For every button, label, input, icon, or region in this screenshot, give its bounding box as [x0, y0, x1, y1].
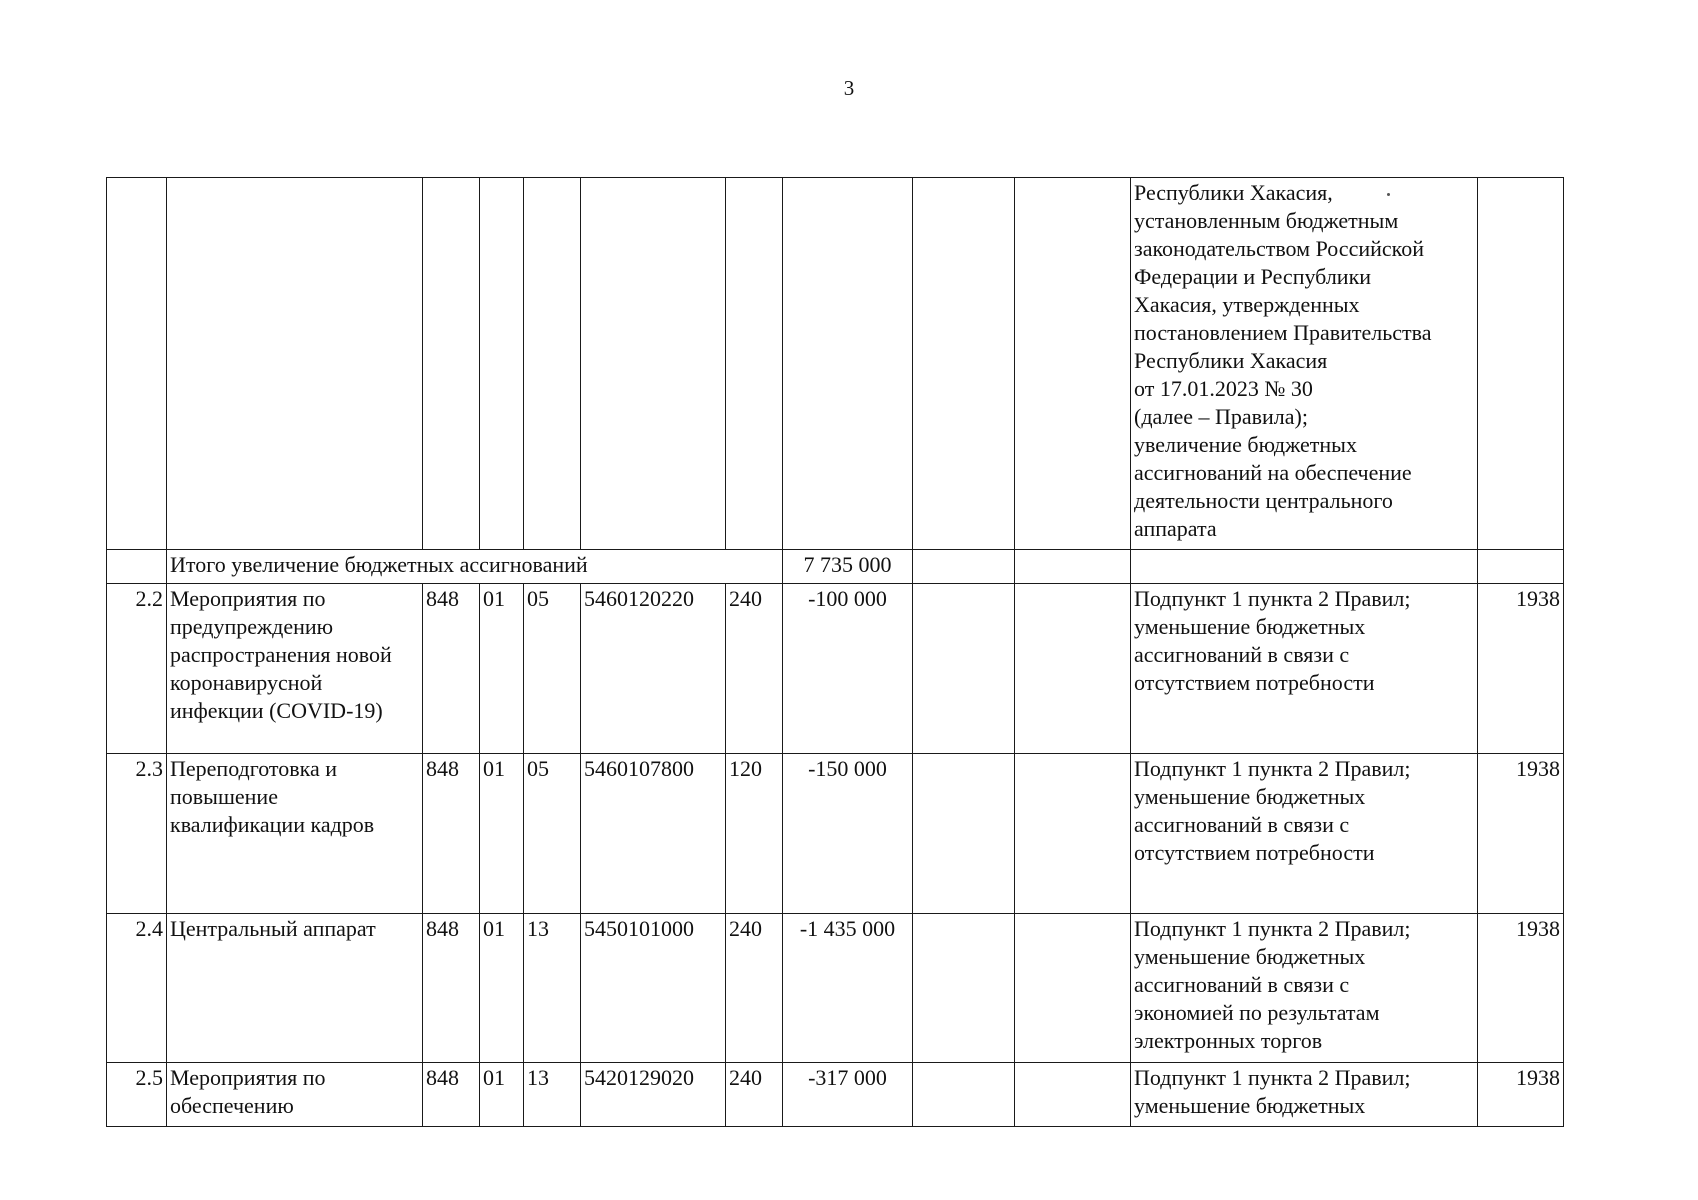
cell-empty-2: [1015, 584, 1131, 754]
name-line: Мероприятия по: [170, 1065, 326, 1090]
row-code: 1938: [1478, 1063, 1564, 1127]
row-vr: 240: [726, 914, 783, 1063]
row-basis: [1131, 914, 1478, 1063]
cell-amount: [783, 178, 913, 550]
basis-line: Подпункт 1 пункта 2 Правил;: [1134, 916, 1411, 941]
name-line: повышение: [170, 784, 278, 809]
basis-line: установленным бюджетным: [1134, 208, 1399, 233]
row-csr: 5460107800: [581, 754, 726, 914]
row-csr: 5450101000: [581, 914, 726, 1063]
row-pr: 13: [524, 914, 581, 1063]
row-number: 2.4: [107, 914, 167, 1063]
row-amount: -317 000: [783, 1063, 913, 1127]
table-row: [107, 584, 1564, 754]
cell-empty-1: [913, 584, 1015, 754]
basis-line: ассигнований в связи с: [1134, 972, 1350, 997]
row-code: 1938: [1478, 914, 1564, 1063]
row-number: 2.5: [107, 1063, 167, 1127]
cell-empty-1: [913, 914, 1015, 1063]
basis-line: Республики Хакасия: [1134, 348, 1328, 373]
row-name: [167, 1063, 423, 1127]
basis-line: уменьшение бюджетных: [1134, 784, 1366, 809]
name-line: Переподготовка и: [170, 756, 338, 781]
row-number: 2.3: [107, 754, 167, 914]
basis-line: отсутствием потребности: [1134, 840, 1375, 865]
row-rz: 01: [480, 1063, 524, 1127]
cell-basis: [1131, 550, 1478, 584]
basis-line: ассигнований в связи с: [1134, 642, 1350, 667]
row-rz: 01: [480, 914, 524, 1063]
basis-line: (далее – Правила);: [1134, 404, 1308, 429]
basis-line: ассигнований на обеспечение: [1134, 460, 1412, 485]
cell-empty-2: [1015, 754, 1131, 914]
table-row: [107, 1063, 1564, 1127]
name-line: Мероприятия по: [170, 586, 326, 611]
row-rz: 01: [480, 584, 524, 754]
basis-line: Подпункт 1 пункта 2 Правил;: [1134, 586, 1411, 611]
basis-line: увеличение бюджетных: [1134, 432, 1357, 457]
basis-line: Хакасия, утвержденных: [1134, 292, 1360, 317]
row-code: 1938: [1478, 754, 1564, 914]
row-pr: 13: [524, 1063, 581, 1127]
table-row: [107, 914, 1564, 1063]
basis-line: постановлением Правительства: [1134, 320, 1432, 345]
row-pr: 05: [524, 754, 581, 914]
row-amount: -100 000: [783, 584, 913, 754]
basis-line: Подпункт 1 пункта 2 Правил;: [1134, 1065, 1411, 1090]
basis-line: уменьшение бюджетных: [1134, 1093, 1366, 1118]
basis-line: уменьшение бюджетных: [1134, 614, 1366, 639]
name-line: инфекции (COVID-19): [170, 698, 383, 723]
basis-line: от 17.01.2023 № 30: [1134, 376, 1313, 401]
row-number: 2.2: [107, 584, 167, 754]
total-amount: 7 735 000: [783, 550, 913, 584]
table-row-continuation: [107, 178, 1564, 550]
row-csr: 5420129020: [581, 1063, 726, 1127]
basis-line: ассигнований в связи с: [1134, 812, 1350, 837]
row-code: 1938: [1478, 584, 1564, 754]
basis-line: электронных торгов: [1134, 1028, 1323, 1053]
name-line: распространения новой: [170, 642, 392, 667]
basis-line: уменьшение бюджетных: [1134, 944, 1366, 969]
name-line: Центральный аппарат: [170, 916, 376, 941]
total-label: Итого увеличение бюджетных ассигнований: [167, 550, 783, 584]
table-row-total: [107, 550, 1564, 584]
cell-rz: [480, 178, 524, 550]
cell-empty-1: [913, 550, 1015, 584]
name-line: обеспечению: [170, 1093, 294, 1118]
basis-line: законодательством Российской: [1134, 236, 1424, 261]
row-grbs: 848: [423, 1063, 480, 1127]
row-amount: -150 000: [783, 754, 913, 914]
cell-code: [1478, 178, 1564, 550]
row-grbs: 848: [423, 584, 480, 754]
cell-pr: [524, 178, 581, 550]
row-vr: 240: [726, 1063, 783, 1127]
basis-line: экономией по результатам: [1134, 1000, 1380, 1025]
name-line: предупреждению: [170, 614, 334, 639]
cell-name: [167, 178, 423, 550]
basis-line: Республики Хакасия,: [1134, 180, 1333, 205]
cell-basis: [1131, 178, 1478, 550]
row-rz: 01: [480, 754, 524, 914]
row-name: [167, 584, 423, 754]
row-csr: 5460120220: [581, 584, 726, 754]
row-name: [167, 754, 423, 914]
cell-empty-2: [1015, 178, 1131, 550]
budget-changes-table: [106, 177, 1564, 1127]
basis-line: отсутствием потребности: [1134, 670, 1375, 695]
row-amount: -1 435 000: [783, 914, 913, 1063]
row-vr: 240: [726, 584, 783, 754]
row-pr: 05: [524, 584, 581, 754]
row-grbs: 848: [423, 914, 480, 1063]
cell-empty-1: [913, 178, 1015, 550]
cell-num: [107, 550, 167, 584]
basis-line: Федерации и Республики: [1134, 264, 1372, 289]
page-number: 3: [843, 76, 855, 100]
cell-empty-1: [913, 754, 1015, 914]
cell-code: [1478, 550, 1564, 584]
row-name: [167, 914, 423, 1063]
basis-line: аппарата: [1134, 516, 1217, 541]
name-line: квалификации кадров: [170, 812, 375, 837]
scan-dot: [1387, 193, 1390, 196]
cell-empty-1: [913, 1063, 1015, 1127]
name-line: коронавирусной: [170, 670, 323, 695]
cell-empty-2: [1015, 1063, 1131, 1127]
cell-empty-2: [1015, 914, 1131, 1063]
row-basis: [1131, 1063, 1478, 1127]
row-grbs: 848: [423, 754, 480, 914]
row-vr: 120: [726, 754, 783, 914]
basis-line: деятельности центрального: [1134, 488, 1393, 513]
table-row: [107, 754, 1564, 914]
row-basis: [1131, 754, 1478, 914]
cell-empty-2: [1015, 550, 1131, 584]
basis-line: Подпункт 1 пункта 2 Правил;: [1134, 756, 1411, 781]
cell-grbs: [423, 178, 480, 550]
row-basis: [1131, 584, 1478, 754]
cell-vr: [726, 178, 783, 550]
cell-csr: [581, 178, 726, 550]
cell-num: [107, 178, 167, 550]
